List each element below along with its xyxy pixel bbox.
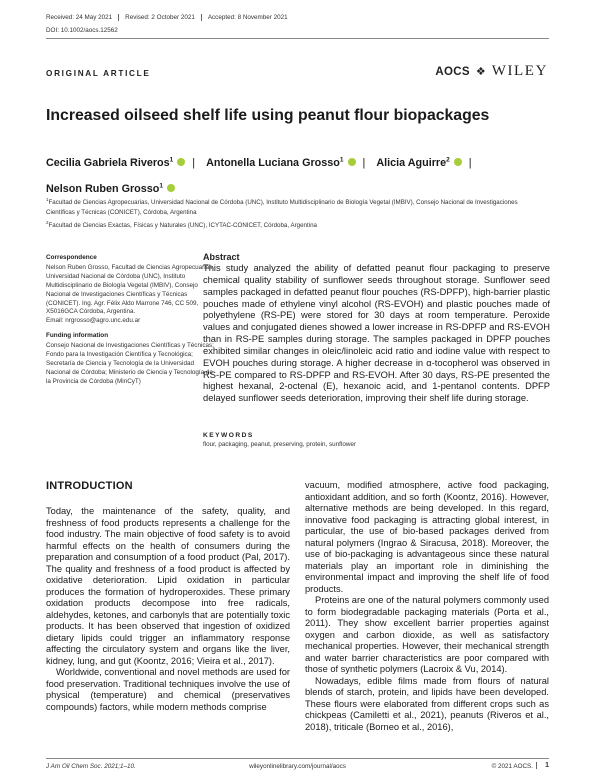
funding-text: Consejo Nacional de Investigaciones Científicas y Técnicas; Fondo para la Investigación Científica y Tecnológica; Secretaría de Ciencia y Tecnología de la Universidad Nacional de Córdoba; Ministerio de Ciencia y Tecnología de la Provincia de Córdoba (MinCyT) xyxy=(46,342,214,385)
funding-block xyxy=(46,332,216,386)
keywords-heading: KEYWORDS xyxy=(203,432,254,439)
correspondence-heading: Correspondence xyxy=(46,254,97,261)
author[interactable]: Antonella Luciana Grosso$^1$ xyxy=(206,156,344,169)
introduction-heading: INTRODUCTION xyxy=(46,480,133,492)
body-column-right xyxy=(305,480,549,733)
aocs-logo-text: AOCS xyxy=(435,65,470,78)
author[interactable]: Nelson Ruben Grosso$^1$ xyxy=(46,182,164,196)
abstract-text: This study analyzed the ability of defatted peanut flour packaging to preserve chemical quality stability of sunflower seeds throughout storage. Sunflower seed samples packaged in defatted peanut flour pouches (RS-DPFP), high-barrier plastic pouches made of ethylene vinyl alcohol (RS-EVOH) and plastic pouches made of polyethylene (RS-PE) were stored for 30 days at room temperature. Peroxide values and conjugated dienes showed a lower increase in RS-DPFP and RS-EVOH than in RS-PE samples during storage. The samples packaged in DPFP pouches exhibited similar changes in oleic/linoleic acid ratio and iodine value with respect to EVOH pouches during storage. A higher decrease in α-tocopherol was observed in RS-PE compared to RS-DPFP and RS-EVOH. After 30 days, RS-PE presented the highest hexanal, 2-octenal (E), hexanoic acid, and 1-pentanol contents. DPFP delayed sunflower seeds deterioration, improving their shelf life during storage. xyxy=(203,263,550,404)
accepted-date: Accepted: 8 November 2021 xyxy=(207,14,288,21)
keywords-text: flour, packaging, peanut, preserving, protein, sunflower xyxy=(203,441,356,448)
publisher-logo xyxy=(435,63,548,80)
copyright: © 2021 AOCS. xyxy=(491,763,533,770)
orcid-icon[interactable] xyxy=(454,158,462,166)
body-column-left xyxy=(46,506,290,713)
wiley-logo-text: WILEY xyxy=(491,63,548,79)
author[interactable]: Cecilia Gabriela Riveros$^1$ xyxy=(46,156,174,169)
author-list xyxy=(46,148,556,201)
affiliation: $^1$Facultad de Ciencias Agropecuarias, Universidad Nacional de Córdoba (UNC), Instituto Multidisciplinario de Biología Vegetal (IMBIV), Consejo Nacional de Investigaciones Científicas y Técnicas (CONICET), Córdoba, Argentina xyxy=(46,197,518,216)
journal-citation: J Am Oil Chem Soc. 2021;1–10. xyxy=(46,763,136,770)
abstract-heading: Abstract xyxy=(203,252,240,262)
body-paragraph: Today, the maintenance of the safety, quality, and freshness of food products represents a challenge for the food industry. The main objective of food safety is to avoid harmful effects on the health of consumers during the preparation and consumption of a food product (Pal, 2017). The quality and freshness of a food product is affected by oxidative deterioration. Lipid oxidation in particular produces the formation of hydroperoxides. These primary oxidation products decompose into free radicals, aldehydes, ketones, and carbonyls that are potentially toxic products. It has been observed that ingestion of oxidized dietary lipids could trigger an inflammatory response affecting the circulatory system and organs like the liver, kidney, lung, and gut (Koontz, 2016; Vieira et al., 2017). xyxy=(46,506,290,666)
revised-date: Revised: 2 October 2021 xyxy=(125,14,202,21)
author-separator: | xyxy=(192,156,196,169)
footer-divider xyxy=(46,758,549,759)
article-title: Increased oilseed shelf life using peanut flour biopackages xyxy=(46,107,490,124)
page-number: 1 xyxy=(536,762,549,769)
header-divider xyxy=(46,38,549,39)
article-sidebar xyxy=(46,254,216,393)
author[interactable]: Alicia Aguirre$^2$ xyxy=(376,156,450,169)
orcid-icon[interactable] xyxy=(167,184,175,192)
body-paragraph: vacuum, modified atmosphere, active food packaging, antioxidant addition, and so forth (Koontz, 2016). However, alternative methods are being developed. In this regard, innovative food packaging is attracting global interest, in particular, the use of bio-based packages derived from natural polymers (Ingrao & Siracusa, 2018). Moreover, the use of bio-packaging is advantageous since these natural materials play an important role in diminishing the environmental impact and improving the shelf life of food products. xyxy=(305,480,549,594)
correspondence-email[interactable]: Email: nrgrosso@agro.unc.edu.ar xyxy=(46,317,141,325)
journal-url[interactable]: wileyonlinelibrary.com/journal/aocs xyxy=(249,763,346,770)
funding-heading: Funding information xyxy=(46,332,109,340)
orcid-icon[interactable] xyxy=(348,158,356,166)
correspondence-block xyxy=(46,254,216,326)
body-paragraph: Nowadays, edible films made from flours of natural blends of starch, protein, and lipids have been developed. These flours were elaborated from different crops such as chickpeas (Camiletti et al., 2021), peanuts (Riveros et al., 2018), triticale (Borneo et al., 2016), xyxy=(305,675,549,732)
article-type: ORIGINAL ARTICLE xyxy=(46,69,151,78)
author-separator: | xyxy=(362,156,366,169)
affiliation: $^2$Facultad de Ciencias Exactas, Físicas y Naturales (UNC), ICYTAC-CONICET, Córdoba, Argentina xyxy=(46,220,317,230)
publication-dates xyxy=(46,14,300,21)
received-date: Received: 24 May 2021 xyxy=(46,14,119,21)
correspondence-text: Nelson Ruben Grosso, Facultad de Ciencias Agropecuarias, Universidad Nacional de Córdoba (UNC), Instituto Multidisciplinario de Biología Vegetal (IMBIV), Consejo Nacional de Investigaciones Científicas y Técnicas (CONICET). Ing. Agr. Félix Aldo Marrone 746, CC 509, X5016GCA Córdoba, Argentina. xyxy=(46,263,215,316)
author-separator: | xyxy=(468,156,472,169)
aocs-logo-icon: ❖ xyxy=(475,66,486,78)
body-paragraph: Proteins are one of the natural polymers commonly used to form biodegradable packaging materials (Porta et al., 2011). They show excellent barrier properties against oxygen and carbon dioxide, as well as satisfactory mechanical properties. However, their mechanical strength and water barrier characteristics are poor compared with those of synthetic polymers (Lacroix & Vu, 2014). xyxy=(305,595,549,674)
keywords xyxy=(203,432,550,448)
body-paragraph: Worldwide, conventional and novel methods are used for food preservation. Traditional techniques involve the use of physical (temperature) and chemical (preservatives compounds) factors, while modern methods comprise xyxy=(46,667,290,712)
abstract xyxy=(203,252,550,405)
doi[interactable]: DOI: 10.1002/aocs.12562 xyxy=(46,27,118,34)
orcid-icon[interactable] xyxy=(177,158,185,166)
